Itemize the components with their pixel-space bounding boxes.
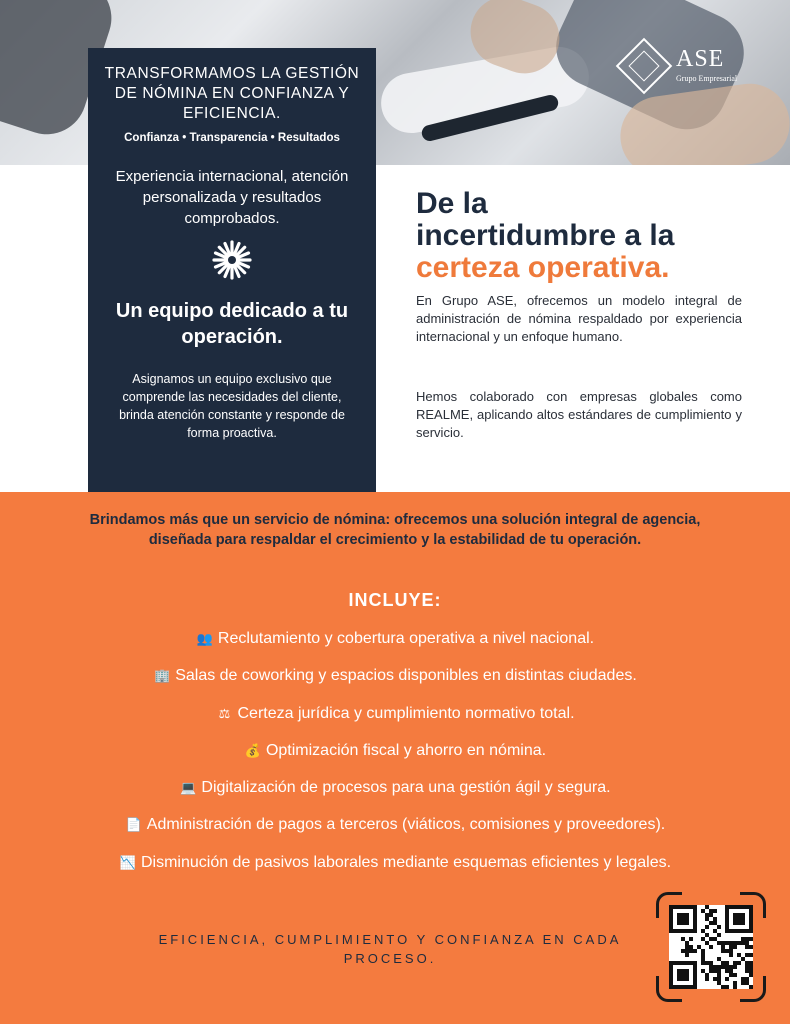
scales-icon: ⚖ [218, 705, 231, 721]
team-heading: Un equipo dedicado a tu operación. [115, 300, 349, 348]
logo-subtitle: Grupo Empresarial [676, 74, 738, 83]
list-item-text: Salas de coworking y espacios disponibles en distintas ciudades. [175, 667, 637, 685]
laptop-icon: 💻 [180, 780, 197, 796]
left-panel [88, 48, 376, 492]
includes-heading: INCLUYE: [348, 590, 442, 610]
qr-code-icon [669, 905, 753, 989]
team-description: Asignamos un equipo exclusivo que comprende las necesidades del cliente, brinda atención constante y responde de forma proactiva. [119, 372, 345, 440]
headline [416, 188, 746, 284]
list-item-text: Optimización fiscal y ahorro en nómina. [265, 741, 547, 759]
receipt-icon: 📄 [125, 817, 142, 833]
list-item [0, 628, 790, 665]
people-icon: 👥 [196, 631, 213, 646]
includes-list [0, 628, 790, 889]
office-building-icon: 🏢 [154, 668, 171, 684]
logo-brand: ASE [676, 46, 725, 72]
list-item [0, 777, 790, 814]
headline-line-1: De la [416, 187, 488, 220]
list-item-text: Disminución de pasivos laborales mediante esquemas eficientes y legales. [140, 853, 672, 871]
left-panel-title: TRANSFORMAMOS LA GESTIÓN DE NÓMINA EN CONFIANZA Y EFICIENCIA. [104, 65, 360, 122]
list-item [0, 703, 790, 740]
closing-statement: EFICIENCIA, CUMPLIMIENTO Y CONFIANZA EN CADA PROCESO. [158, 932, 622, 966]
company-logo [618, 40, 748, 100]
money-bag-icon: 💰 [244, 742, 262, 758]
list-item-text: Administración de pagos a terceros (viáticos, comisiones y proveedores). [146, 816, 666, 834]
offer-section [0, 492, 790, 1024]
list-item [0, 852, 790, 889]
body-paragraph-2: Hemos colaborado con empresas globales como REALME, aplicando altos estándares de cumplimiento y servicio. [416, 389, 742, 440]
left-panel-intro: Experiencia internacional, atención personalizada y resultados comprobados. [115, 168, 349, 227]
offer-lead: Brindamos más que un servicio de nómina: ofrecemos una solución integral de agencia, diseñada para respaldar el crecimiento y la estabilidad de tu operación. [89, 512, 701, 548]
list-item [0, 814, 790, 851]
list-item-text: Reclutamiento y cobertura operativa a nivel nacional. [217, 630, 595, 647]
list-item-text: Digitalización de procesos para una gestión ágil y segura. [201, 779, 611, 797]
left-panel-tagline: Confianza • Transparencia • Resultados [124, 132, 340, 144]
headline-line-3: certeza operativa. [416, 251, 670, 284]
headline-line-2: incertidumbre a la [416, 219, 675, 252]
list-item-text: Certeza jurídica y cumplimiento normativo total. [237, 704, 575, 722]
list-item [0, 665, 790, 702]
list-item [0, 740, 790, 777]
body-paragraph-1: En Grupo ASE, ofrecemos un modelo integral de administración de nómina respaldado por experiencia internacional y un enfoque humano. [416, 293, 742, 344]
qr-code[interactable] [656, 892, 766, 1002]
asterisk-flower-icon [210, 238, 254, 282]
chart-down-icon: 📉 [119, 854, 137, 870]
